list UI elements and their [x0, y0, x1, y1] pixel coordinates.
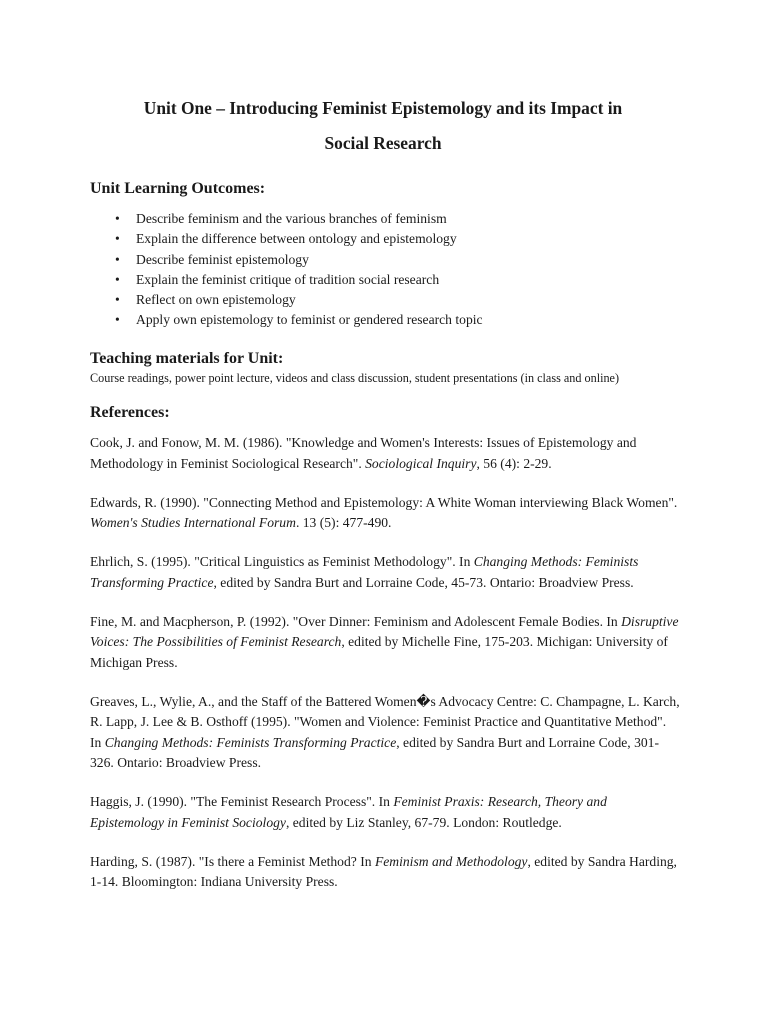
- bullet-icon: •: [115, 251, 120, 267]
- outcome-text: Apply own epistemology to feminist or gendered research topic: [136, 312, 483, 328]
- bullet-icon: •: [115, 292, 120, 308]
- reference-entry: [90, 433, 680, 474]
- reference-source: Women's Studies International Forum: [90, 515, 296, 531]
- outcome-text: Describe feminist epistemology: [136, 251, 309, 267]
- bullet-icon: •: [115, 271, 120, 287]
- outcome-text: Reflect on own epistemology: [136, 292, 296, 308]
- document-title: [90, 91, 676, 161]
- reference-text: Ehrlich, S. (1995). "Critical Linguistics as Feminist Methodology". In: [90, 554, 474, 570]
- reference-text: , 56 (4): 2-29.: [476, 455, 552, 471]
- bullet-icon: •: [115, 211, 120, 226]
- outcomes-list: [90, 209, 680, 331]
- title-line-2: Social Research: [324, 133, 442, 153]
- reference-source: Feminism and Methodology: [374, 853, 528, 869]
- reference-text: , edited by Sandra Burt and Lorraine Code, 45-73. Ontario: Broadview Press.: [213, 574, 634, 590]
- reference-text: , edited by Michelle Fine, 175-203. Michigan: University of Michigan Press.: [90, 634, 668, 670]
- reference-text: , edited by Sandra Burt and Lorraine Code, 301-326. Ontario: Broadview Press.: [90, 734, 659, 771]
- list-item: [90, 229, 680, 249]
- reference-text: Cook, J. and Fonow, M. M. (1986). "Knowledge and Women's Interests: Issues of Epistemology and Methodology in Feminist Sociological Research".: [90, 435, 637, 471]
- reference-source: Feminist Praxis: Research, Theory and Epistemology in Feminist Sociology: [90, 794, 607, 830]
- outcomes-heading: Unit Learning Outcomes:: [90, 180, 266, 197]
- bullet-icon: •: [115, 231, 120, 247]
- reference-text: Haggis, J. (1990). "The Feminist Research Process". In: [90, 794, 394, 810]
- reference-text: Fine, M. and Macpherson, P. (1992). "Over Dinner: Feminism and Adolescent Female Bodies. In: [90, 613, 622, 629]
- bullet-icon: •: [115, 312, 120, 328]
- reference-text: . 13 (5): 477-490.: [295, 515, 392, 531]
- document-page: [90, 0, 680, 893]
- reference-entry: [90, 792, 680, 833]
- reference-text: , edited by Sandra Harding, 1-14. Bloomington: Indiana University Press.: [90, 853, 677, 890]
- list-item: [90, 209, 680, 229]
- teaching-heading: Teaching materials for Unit:: [90, 349, 284, 367]
- reference-source: Sociological Inquiry: [365, 455, 477, 471]
- reference-source: Disruptive Voices: The Possibilities of Feminist Research: [90, 613, 679, 650]
- list-item: [90, 270, 680, 290]
- reference-text: Harding, S. (1987). "Is there a Feminist Method? In: [90, 853, 375, 869]
- reference-entry: [90, 493, 680, 534]
- list-item: [90, 290, 680, 310]
- outcome-text: Describe feminism and the various branches of feminism: [136, 211, 447, 226]
- reference-text: Edwards, R. (1990). "Connecting Method and Epistemology: A White Woman interviewing Black Women".: [90, 494, 678, 510]
- outcome-text: Explain the difference between ontology and epistemology: [136, 231, 457, 247]
- list-item: [90, 310, 680, 330]
- references-heading: References:: [90, 404, 170, 422]
- reference-source: Changing Methods: Feminists Transforming Practice: [90, 554, 639, 590]
- title-line-1: Unit One – Introducing Feminist Epistemology and its Impact in: [143, 98, 623, 118]
- reference-text: , edited by Liz Stanley, 67-79. London: Routledge.: [285, 814, 562, 830]
- reference-entry: [90, 552, 680, 593]
- reference-text: Greaves, L., Wylie, A., and the Staff of the Battered Women�s Advocacy Centre: C. Champagne, L. Karch, R. Lapp, J. Lee & B. Osthoff (1995). "Women and Violence: Feminist Practice and Quantitative Method". In: [90, 693, 680, 750]
- reference-entry: [90, 692, 680, 774]
- outcome-text: Explain the feminist critique of tradition social research: [136, 271, 440, 287]
- reference-entry: [90, 852, 680, 893]
- teaching-text: Course readings, power point lecture, videos and class discussion, student presentations (in class and online): [90, 370, 620, 385]
- list-item: [90, 250, 680, 270]
- reference-source: Changing Methods: Feminists Transforming Practice: [104, 734, 397, 750]
- reference-entry: [90, 612, 680, 674]
